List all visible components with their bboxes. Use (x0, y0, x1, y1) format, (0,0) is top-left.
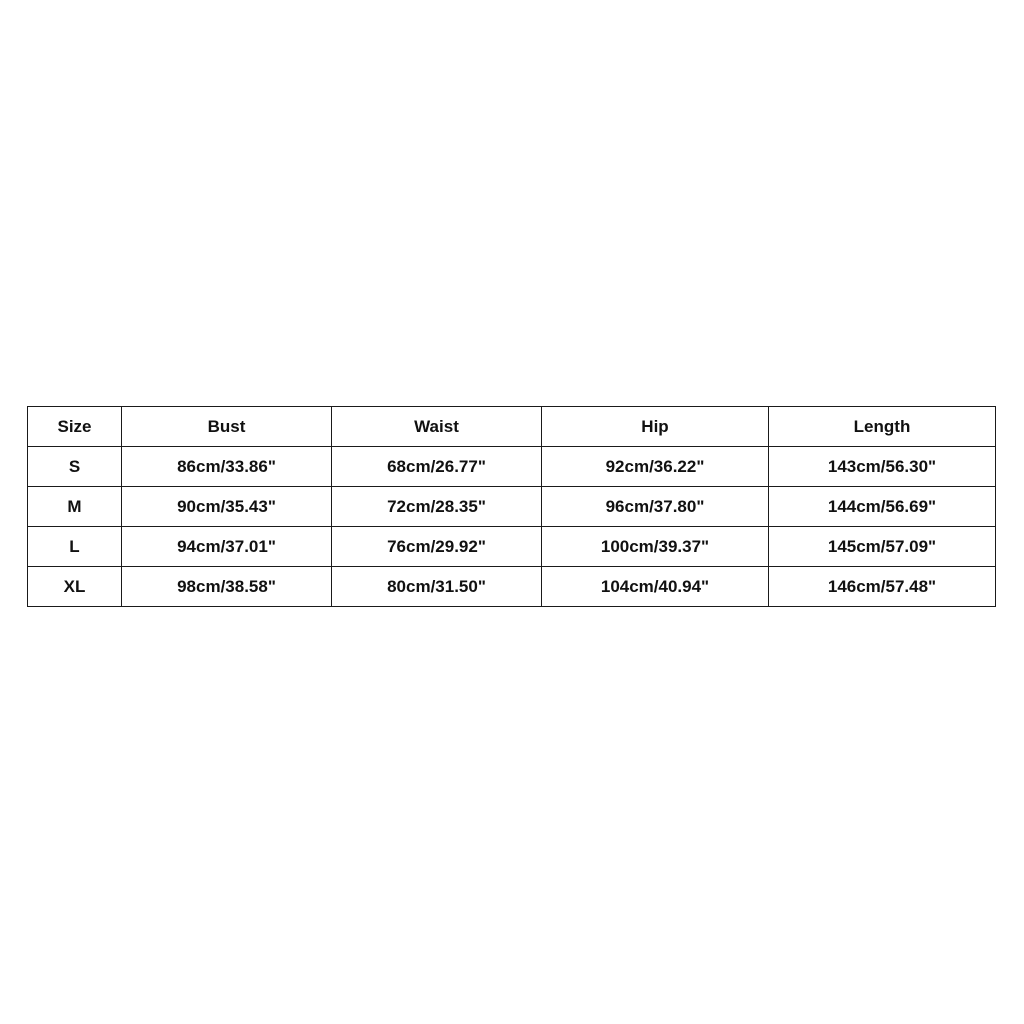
cell-length: 145cm/57.09" (769, 527, 996, 567)
cell-size: L (28, 527, 122, 567)
cell-waist: 76cm/29.92" (332, 527, 542, 567)
cell-bust: 90cm/35.43" (122, 487, 332, 527)
cell-length: 144cm/56.69" (769, 487, 996, 527)
header-length: Length (769, 407, 996, 447)
cell-size: M (28, 487, 122, 527)
cell-waist: 80cm/31.50" (332, 567, 542, 607)
table-row (28, 447, 996, 487)
table-header-row (28, 407, 996, 447)
cell-waist: 72cm/28.35" (332, 487, 542, 527)
cell-bust: 94cm/37.01" (122, 527, 332, 567)
table-row (28, 487, 996, 527)
cell-waist: 68cm/26.77" (332, 447, 542, 487)
cell-bust: 86cm/33.86" (122, 447, 332, 487)
size-chart-table (27, 406, 996, 607)
cell-hip: 100cm/39.37" (542, 527, 769, 567)
header-size: Size (28, 407, 122, 447)
table-row (28, 527, 996, 567)
header-bust: Bust (122, 407, 332, 447)
cell-hip: 104cm/40.94" (542, 567, 769, 607)
cell-bust: 98cm/38.58" (122, 567, 332, 607)
cell-size: S (28, 447, 122, 487)
cell-size: XL (28, 567, 122, 607)
header-waist: Waist (332, 407, 542, 447)
table-row (28, 567, 996, 607)
cell-length: 146cm/57.48" (769, 567, 996, 607)
cell-hip: 96cm/37.80" (542, 487, 769, 527)
cell-length: 143cm/56.30" (769, 447, 996, 487)
cell-hip: 92cm/36.22" (542, 447, 769, 487)
header-hip: Hip (542, 407, 769, 447)
